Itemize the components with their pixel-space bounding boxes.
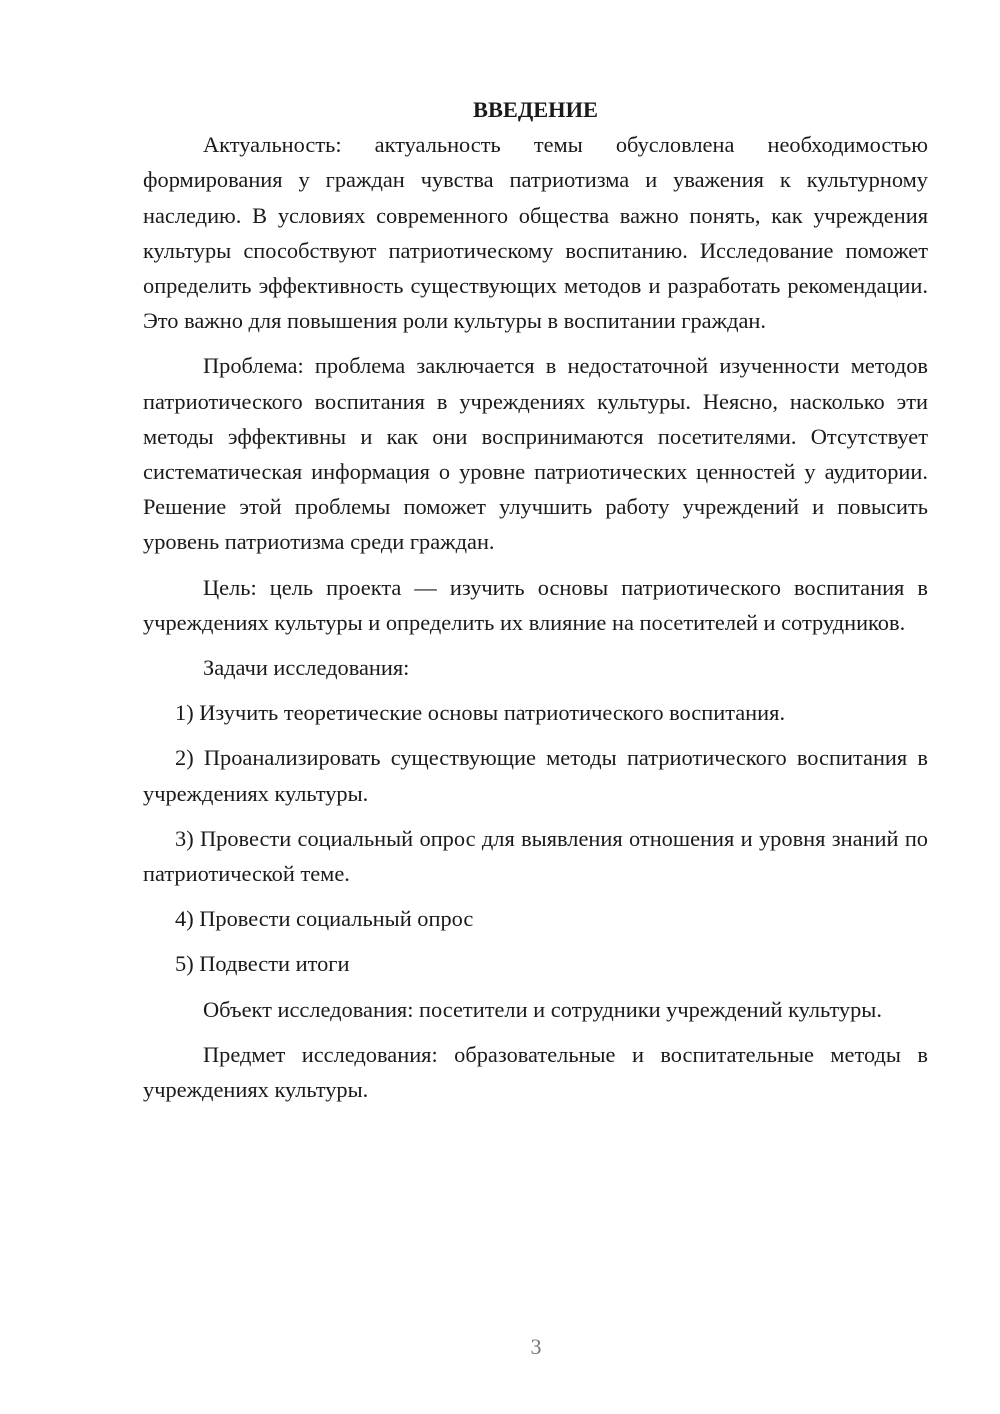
paragraph-relevance: Актуальность: актуальность темы обусловлена необходимостью формирования у граждан чувства патриотизма и уважения к культурному наследию. В условиях современного общества важно понять, как учреждения культуры способствуют патриотическому воспитанию. Исследование поможет определить эффективность существующих методов и разработать рекомендации. Это важно для повышения роли культуры в воспитании граждан. bbox=[143, 132, 928, 334]
task-item: 5) Подвести итоги bbox=[175, 951, 350, 977]
paragraph-object: Объект исследования: посетители и сотрудники учреждений культуры. bbox=[203, 996, 882, 1022]
paragraph-tasks-heading: Задачи исследования: bbox=[203, 655, 410, 681]
task-item: 3) Провести социальный опрос для выявления отношения и уровня знаний по патриотической теме. bbox=[143, 825, 928, 887]
paragraph-subject: Предмет исследования: образовательные и воспитательные методы в учреждениях культуры. bbox=[143, 1041, 928, 1103]
page-number: 3 bbox=[530, 1334, 542, 1359]
task-item: 4) Провести социальный опрос bbox=[175, 906, 474, 932]
paragraph-goal: Цель: цель проекта — изучить основы патриотического воспитания в учреждениях культуры и определить их влияние на посетителей и сотрудников. bbox=[143, 574, 928, 635]
document-page bbox=[143, 92, 928, 1117]
task-item: 2) Проанализировать существующие методы патриотического воспитания в учреждениях культуры. bbox=[143, 745, 928, 806]
paragraph-problem: Проблема: проблема заключается в недостаточной изученности методов патриотического воспитания в учреждениях культуры. Неясно, насколько эти методы эффективны и как они воспринимаются посетителями. Отсутствует систематическая информация о уровне патриотических ценностей у аудитории. Решение этой проблемы поможет улучшить работу учреждений и повысить уровень патриотизма среди граждан. bbox=[143, 353, 928, 555]
page-title: ВВЕДЕНИЕ bbox=[473, 97, 598, 122]
task-item: 1) Изучить теоретические основы патриотического воспитания. bbox=[175, 700, 786, 726]
